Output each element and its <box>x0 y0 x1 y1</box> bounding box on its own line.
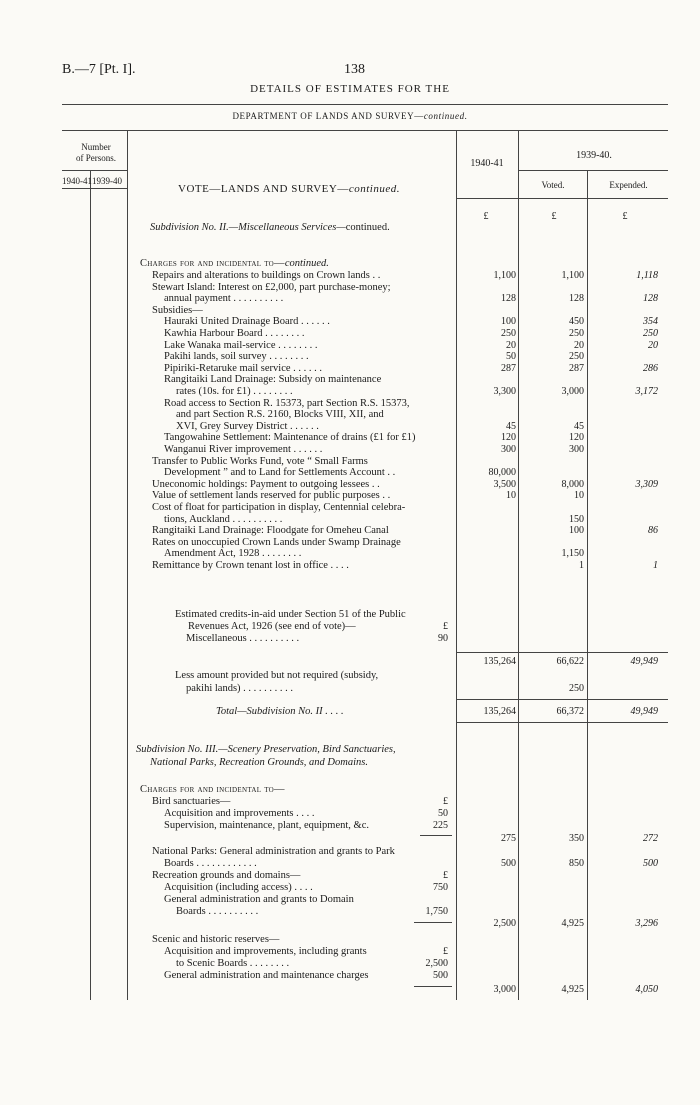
bird-heading: Bird sanctuaries— <box>152 796 231 807</box>
persons-label-2: of Persons. <box>76 153 116 163</box>
sub2-item-current: 50 <box>506 351 516 363</box>
page-number: 138 <box>344 62 365 77</box>
persons-year-rule <box>62 188 127 189</box>
sub2-item-label: Value of settlement lands reserved for public purposes . . <box>152 490 391 502</box>
bird-voted: 350 <box>569 833 584 844</box>
sub2-item-voted: 1,150 <box>561 548 584 560</box>
expended-column-rule <box>587 170 588 1000</box>
national-parks-2: Boards . . . . . . . . . . . . <box>164 858 257 869</box>
persons-column-rule <box>127 130 128 1000</box>
sub2-item-expended: 20 <box>648 339 658 351</box>
sub3-heading-2: National Parks, Recreation Grounds, and Domains. <box>150 757 368 768</box>
less-line-1: Less amount provided but not required (subsidy, <box>175 670 379 681</box>
scenic-general-value: 500 <box>433 970 448 981</box>
persons-split-rule <box>90 170 91 1000</box>
sub2-item-label: Pipiriki-Retaruke mail service . . . . . . <box>164 362 323 374</box>
scenic-current: 3,000 <box>493 984 516 995</box>
sub2-item-voted: 287 <box>569 362 584 374</box>
sub2-item-expended: 1,118 <box>636 270 658 281</box>
rec-voted: 4,925 <box>561 918 584 929</box>
sub2-total-expended: 49,949 <box>630 706 658 717</box>
sub2-total-label: Total—Subdivision No. II . . . . <box>216 706 344 717</box>
header-rule <box>62 104 668 105</box>
scenic-general: General administration and maintenance charges <box>164 970 369 981</box>
np-expended: 500 <box>643 858 658 869</box>
sub2-charges-heading <box>140 258 329 269</box>
sub2-item-expended: 86 <box>648 525 658 537</box>
bird-acquisition-value: 50 <box>438 808 448 819</box>
sub2-item-current: 80,000 <box>488 467 516 479</box>
document-reference: B.—7 [Pt. I]. <box>62 62 136 77</box>
sub2-item-expended: 250 <box>643 328 658 339</box>
sub2-item-label: Hauraki United Drainage Board . . . . . . <box>164 316 330 328</box>
sub2-item-voted: 45 <box>574 420 584 432</box>
persons-header-rule <box>62 170 127 171</box>
rec-current: 2,500 <box>493 918 516 929</box>
sub2-item-label: annual payment . . . . . . . . . . <box>164 293 284 305</box>
scenic-acquisition-value: 2,500 <box>425 958 448 969</box>
bird-supervision-value: 225 <box>433 820 448 831</box>
table-top-rule <box>62 130 668 131</box>
sub2-item-voted: 300 <box>569 444 584 455</box>
voted-column-rule <box>518 130 519 1000</box>
sub2-total-voted: 66,372 <box>556 706 584 717</box>
sub2-item-label: tions, Auckland . . . . . . . . . . <box>164 513 283 525</box>
recreation-acquisition-value: 750 <box>433 882 448 893</box>
np-current: 500 <box>501 858 516 869</box>
sub2-item-current: 300 <box>501 444 516 455</box>
sub2-item-current: 3,500 <box>493 478 516 490</box>
sub2-item-label: Remittance by Crown tenant lost in office . . . . <box>152 560 349 571</box>
page-title: DETAILS OF ESTIMATES FOR THE <box>250 83 450 95</box>
bird-acquisition: Acquisition and improvements . . . . <box>164 808 315 819</box>
credits-misc-value: 90 <box>438 633 448 644</box>
sub2-item-label: rates (10s. for £1) . . . . . . . . <box>176 386 293 397</box>
sub2-item-label: Cost of float for participation in display, Centennial celebra- <box>152 502 406 513</box>
sub2-item-voted: 20 <box>574 339 584 351</box>
sub2-item-current: 120 <box>501 432 516 444</box>
sub2-total-current: 135,264 <box>483 706 516 717</box>
sub2-item-voted: 250 <box>569 351 584 363</box>
sub2-item-voted: 8,000 <box>561 478 584 490</box>
sub2-item-current: 128 <box>501 293 516 305</box>
sub2-item-current: 10 <box>506 490 516 502</box>
subtitle-cont: continued. <box>423 111 468 121</box>
vote-heading-main: VOTE—LANDS AND SURVEY— <box>178 183 349 195</box>
sub2-item-label: Stewart Island: Interest on £2,000, part purchase-money; <box>152 281 391 293</box>
pound-col3: £ <box>622 211 628 222</box>
persons-year-current: 1940-41 <box>62 176 92 186</box>
column-header-rule <box>456 198 668 199</box>
recreation-general-2: Boards . . . . . . . . . . <box>176 906 259 917</box>
sub2-heading-cont: continued. <box>345 222 390 233</box>
sub2-item-voted: 3,000 <box>561 386 584 397</box>
recreation-general-value: 1,750 <box>425 906 448 917</box>
sub2-item-label: Rates on unoccupied Crown Lands under Swamp Drainage <box>152 536 401 548</box>
sub2-item-current: 45 <box>506 420 516 432</box>
sub2-item-voted: 250 <box>569 328 584 339</box>
pound-col1: £ <box>483 211 489 222</box>
scenic-heading: Scenic and historic reserves— <box>152 934 280 945</box>
sub2-item-label: Repairs and alterations to buildings on Crown lands . . <box>152 270 381 281</box>
less-line-2: pakihi lands) . . . . . . . . . . <box>186 683 294 694</box>
sub2-item-label: Amendment Act, 1928 . . . . . . . . <box>164 548 302 560</box>
sub2-item-label: Transfer to Public Works Fund, vote “ Small Farms <box>152 455 368 467</box>
sub2-item-current: 20 <box>506 339 516 351</box>
sub2-item-expended: 3,309 <box>635 478 658 490</box>
scenic-sum-rule <box>414 986 452 987</box>
vote-heading <box>178 183 400 195</box>
sub2-item-label: and part Section R.S. 2160, Blocks VIII, XII, and <box>176 409 384 421</box>
sub2-item-label: Lake Wanaka mail-service . . . . . . . . <box>164 339 318 351</box>
less-voted: 250 <box>569 683 584 694</box>
header-expended: Expended. <box>609 180 648 190</box>
total-top-rule <box>456 699 668 700</box>
credits-pound: £ <box>443 621 448 632</box>
sub2-item-label: Uneconomic holdings: Payment to outgoing lessees . . <box>152 478 380 490</box>
scenic-expended: 4,050 <box>635 984 658 995</box>
sub2-item-current: 287 <box>501 362 516 374</box>
sub2-item-expended: 354 <box>643 316 658 328</box>
sub3-charges-heading: Charges for and incidental to— <box>140 784 285 795</box>
bird-expended: 272 <box>643 833 658 844</box>
sub2-item-current: 1,100 <box>493 270 516 281</box>
sub2-heading-main: Subdivision No. II.—Miscellaneous Services— <box>150 222 346 233</box>
sub2-item-label: Pakihi lands, soil survey . . . . . . . . <box>164 351 309 363</box>
recreation-heading: Recreation grounds and domains— <box>152 870 301 881</box>
sub2-item-current: 250 <box>501 328 516 339</box>
sub2-item-voted: 1 <box>579 560 584 571</box>
current-year-column-rule <box>456 130 457 1000</box>
vote-heading-cont: continued. <box>348 183 400 195</box>
sub2-item-current: 3,300 <box>493 386 516 397</box>
sub2-item-label: Kawhia Harbour Board . . . . . . . . <box>164 328 305 339</box>
sub2-item-expended: 128 <box>643 293 658 305</box>
national-parks-1: National Parks: General administration and grants to Park <box>152 846 395 857</box>
scenic-acquisition-1: Acquisition and improvements, including grants <box>164 946 367 957</box>
sub2-item-expended: 286 <box>643 362 658 374</box>
gross-rule <box>456 652 668 653</box>
gross-expended: 49,949 <box>630 656 658 667</box>
prev-year-rule <box>518 170 668 171</box>
credits-line-1: Estimated credits-in-aid under Section 51 of the Public <box>175 609 406 620</box>
sub2-item-label: Tangowahine Settlement: Maintenance of drains (£1 for £1) <box>164 432 416 444</box>
rec-expended: 3,296 <box>635 918 658 929</box>
sub2-heading <box>150 222 390 233</box>
sub2-item-expended: 1 <box>653 560 658 571</box>
header-voted: Voted. <box>541 180 565 190</box>
sub2-charges-main: Charges for and incidental to— <box>140 258 285 269</box>
recreation-acquisition: Acquisition (including access) . . . . <box>164 882 313 893</box>
sub2-charges-cont: continued. <box>284 258 329 269</box>
gross-current: 135,264 <box>483 656 516 667</box>
rec-sum-rule <box>414 922 452 923</box>
bird-current: 275 <box>501 833 516 844</box>
pound-col2: £ <box>551 211 557 222</box>
persons-year-previous: 1939-40 <box>92 176 122 186</box>
scenic-voted: 4,925 <box>561 984 584 995</box>
sub2-item-voted: 100 <box>569 525 584 537</box>
recreation-pound: £ <box>443 870 448 881</box>
sub2-item-label: Rangitaiki Land Drainage: Floodgate for Omeheu Canal <box>152 525 389 537</box>
bird-sum-rule <box>420 835 452 836</box>
sub2-item-label: Development ” and to Land for Settlements Account . . <box>164 467 396 479</box>
total-bottom-rule <box>456 722 668 723</box>
np-voted: 850 <box>569 858 584 869</box>
sub2-item-label: Wanganui River improvement . . . . . . <box>164 444 323 455</box>
bird-supervision: Supervision, maintenance, plant, equipment, &c. <box>164 820 369 831</box>
sub3-heading-1: Subdivision No. III.—Scenery Preservation, Bird Sanctuaries, <box>136 744 396 755</box>
scenic-pound: £ <box>443 946 448 957</box>
credits-misc: Miscellaneous . . . . . . . . . . <box>186 633 300 644</box>
subtitle-main: DEPARTMENT OF LANDS AND SURVEY— <box>232 111 424 121</box>
sub2-item-label: Subsidies— <box>152 304 203 316</box>
credits-line-2: Revenues Act, 1926 (see end of vote)— <box>188 621 356 632</box>
sub2-item-voted: 1,100 <box>561 270 584 281</box>
sub2-item-expended: 3,172 <box>635 386 658 397</box>
sub2-item-label: Rangitaiki Land Drainage: Subsidy on maintenance <box>164 374 382 386</box>
recreation-general-1: General administration and grants to Domain <box>164 894 354 905</box>
sub2-item-voted: 150 <box>569 513 584 525</box>
sub2-item-voted: 120 <box>569 432 584 444</box>
department-subtitle <box>0 111 700 121</box>
sub2-item-voted: 10 <box>574 490 584 502</box>
gross-voted: 66,622 <box>556 656 584 667</box>
sub2-item-label: XVI, Grey Survey District . . . . . . <box>176 420 319 432</box>
sub2-item-label: Road access to Section R. 15373, part Section R.S. 15373, <box>164 397 410 409</box>
bird-pound: £ <box>443 796 448 807</box>
scenic-acquisition-2: to Scenic Boards . . . . . . . . <box>176 958 290 969</box>
persons-label-1: Number <box>81 142 111 152</box>
sub2-item-voted: 450 <box>569 316 584 328</box>
header-year-current: 1940-41 <box>470 158 504 169</box>
header-year-previous: 1939-40. <box>576 150 612 161</box>
sub2-item-voted: 128 <box>569 293 584 305</box>
sub2-item-current: 100 <box>501 316 516 328</box>
